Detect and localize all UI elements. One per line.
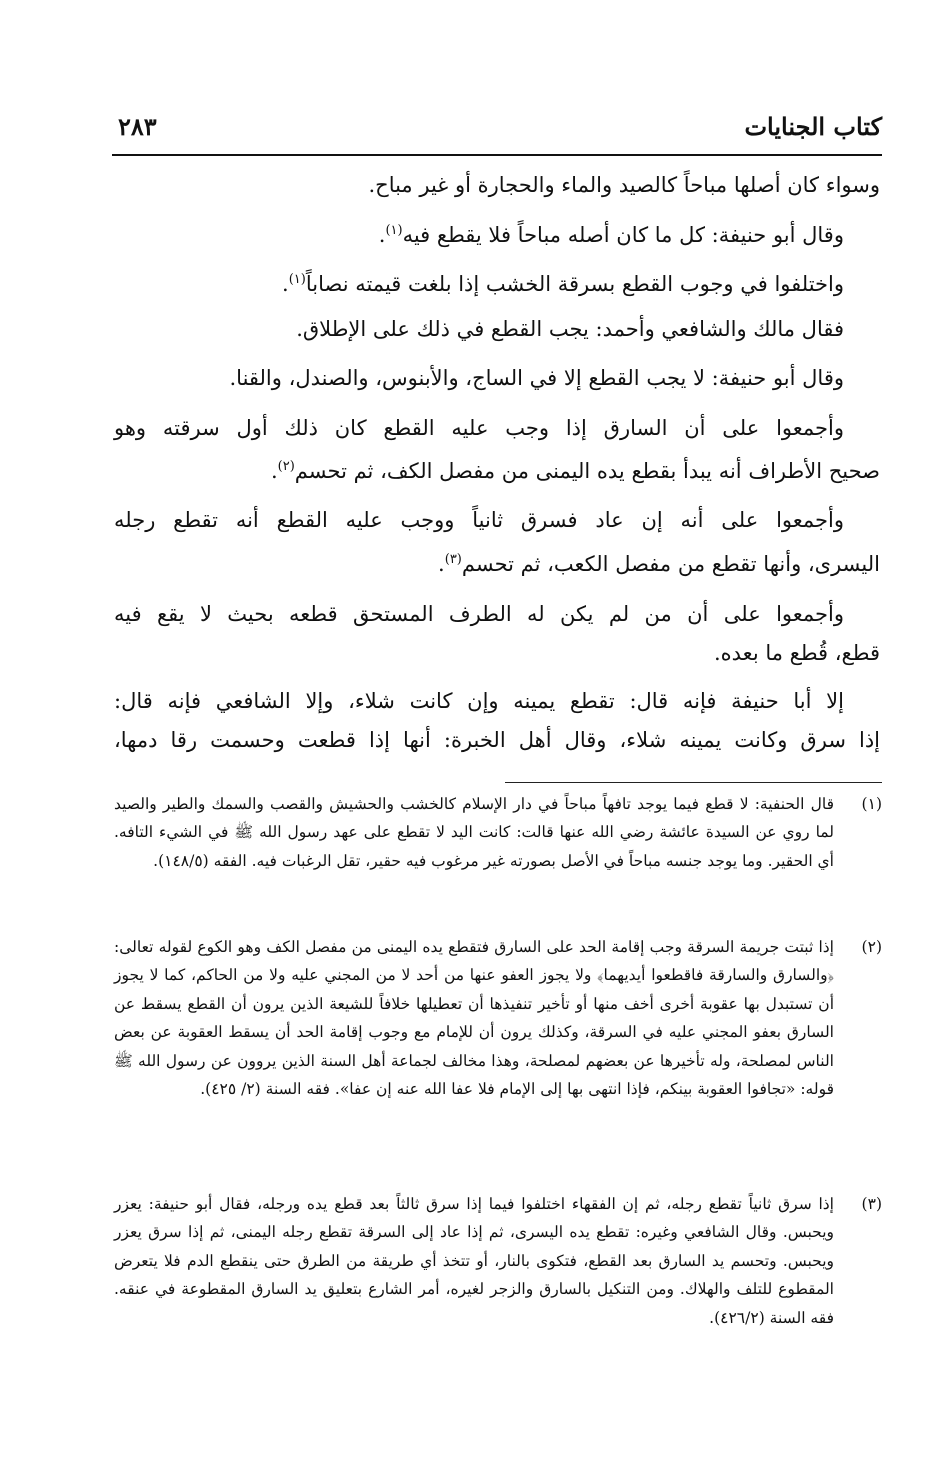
text-line: [114, 170, 880, 200]
footnote-ref[interactable]: (٣): [444, 552, 462, 567]
footnote-text: إذا ثبتت جريمة السرقة وجب إقامة الحد على السارق فتقطع يده اليمنى من مفصل الكف وهو الكوع لقوله تعالى: ﴿والسارق والسارقة فاقطعوا أيديهما﴾ ولا يجوز العفو عنها من أحد لا من المجني عليه ولا من الحاكم، كما لا يجوز أن تستبدل بها عقوبة أخرى أخف منها أو تأخير تنفيذها أن تعطيلها خلافاً للشيعة الذين يرون أن القطع يسقط عن السارق بعفو المجني عليه في السرقة، وكذلك يرون أن للإمام مع وجوب إقامة الحد أن يسقط العقوبة عن بعض الناس لمصلحة، وله تأخيرها عن بعضهم لمصلحة، وهذا مخالف لجماعة أهل السنة الذين يروون عن رسول الله ﷺ قوله: «تجافوا العقوبة بينكم، فإذا انتهى بها إلى الإمام فلا عفا الله عنه إن عفا». فقه السنة (٢/ ٤٢٥).: [114, 938, 834, 1099]
footnote: [114, 1190, 882, 1332]
footnote-number: (٣): [861, 1195, 882, 1213]
page-number: ٢٨٣: [118, 112, 157, 141]
text-line: [114, 505, 880, 535]
text-line: [114, 686, 880, 716]
line-tail: .: [378, 223, 386, 247]
header-rule: [112, 154, 882, 156]
text-line: [114, 452, 880, 486]
line-text: قطع، قُطع ما بعده.: [713, 641, 880, 665]
footnote-text: إذا سرق ثانياً تقطع رجله، ثم إن الفقهاء اختلفوا فيما إذا سرق ثالثاً بعد قطع يده ورجله، فقال أبو حنيفة: يعزر ويحبس. وقال الشافعي وغيره: تقطع يده اليسرى، ثم إذا عاد إلى السرقة تقطع رجله اليمنى، ثم إذا سرق يعزر ويحبس. وتحسم يد السارق بعد القطع، فتكوى بالنار، أو تتخذ أي طريقة من الطرق حتى ينقطع الدم فلا يتعرض المقطوع للتلف والهلاك. ومن التنكيل بالسارق والزجر لغيره، أمر الشارع بتعليق يد السارق المقطوعة في عنقه. فقه السنة (٤٢٦/٢).: [114, 1195, 834, 1327]
line-text: وقال أبو حنيفة: كل ما كان أصله مباحاً فلا يقطع فيه: [402, 223, 844, 247]
line-tail: .: [438, 552, 445, 576]
text-line: [114, 413, 880, 443]
line-text: فقال مالك والشافعي وأحمد: يجب القطع في ذلك على الإطلاق.: [296, 317, 844, 341]
footnote-rule: [505, 782, 882, 783]
text-line: [114, 216, 880, 250]
line-text: إذا سرق وكانت يمينه شلاء، وقال أهل الخبرة: أنها إذا قطعت وحسمت رقا دمها،: [114, 728, 880, 752]
line-text: إلا أبا حنيفة فإنه قال: تقطع يمينه وإن كانت شلاء، وإلا الشافعي فإنه قال:: [114, 689, 844, 713]
line-text: وسواء كان أصلها مباحاً كالصيد والماء والحجارة أو غير مباح.: [368, 173, 880, 197]
text-line: [114, 363, 880, 393]
text-line: [114, 638, 880, 668]
footnote-ref[interactable]: (٢): [277, 459, 295, 474]
footnote-text: قال الحنفية: لا قطع فيما يوجد تافهاً مباحاً في دار الإسلام كالخشب والحشيش والقصب والسمك والطير والصيد لما روي عن السيدة عائشة رضي الله عنها قالت: كانت اليد لا تقطع على عهد رسول الله ﷺ في الشيء التافه. أي الحقير. وما يوجد جنسه مباحاً في الأصل بصورته غير مرغوب فيه حقير، تقل الرغبات فيه. الفقه (١٤٨/٥).: [114, 795, 834, 870]
line-text: وأجمعوا على أن السارق إذا وجب عليه القطع كان ذلك أول سرقته وهو: [114, 416, 844, 440]
text-line: [114, 314, 880, 344]
line-tail: .: [270, 459, 278, 483]
text-line: [114, 599, 880, 629]
line-text: وأجمعوا على أن من لم يكن له الطرف المستحق قطعه بحيث لا يقع فيه: [114, 602, 844, 626]
chapter-title: كتاب الجنايات: [744, 112, 882, 141]
line-text: وقال أبو حنيفة: لا يجب القطع إلا في الساج، والأبنوس، والصندل، والقنا.: [229, 366, 844, 390]
footnote-number: (٢): [861, 938, 882, 956]
footnote-number: (١): [861, 795, 882, 813]
text-line: [114, 545, 880, 579]
line-text: اليسرى، وأنها تقطع من مفصل الكعب، ثم تحسم: [461, 552, 880, 576]
footnote: [114, 933, 882, 1103]
line-text: واختلفوا في وجوب القطع بسرقة الخشب إذا بلغت قيمته نصاباً: [305, 272, 844, 296]
line-text: صحيح الأطراف أنه يبدأ بقطع يده اليمنى من مفصل الكف، ثم تحسم: [294, 459, 880, 483]
text-line: [114, 265, 880, 299]
line-text: وأجمعوا على أنه إن عاد فسرق ثانياً ووجب عليه القطع أنه تقطع رجله: [114, 508, 844, 532]
footnote-ref[interactable]: (١): [385, 223, 403, 238]
footnote-ref[interactable]: (١): [288, 272, 306, 287]
text-line: [114, 725, 880, 755]
footnote: [114, 790, 882, 875]
line-tail: .: [282, 272, 289, 296]
